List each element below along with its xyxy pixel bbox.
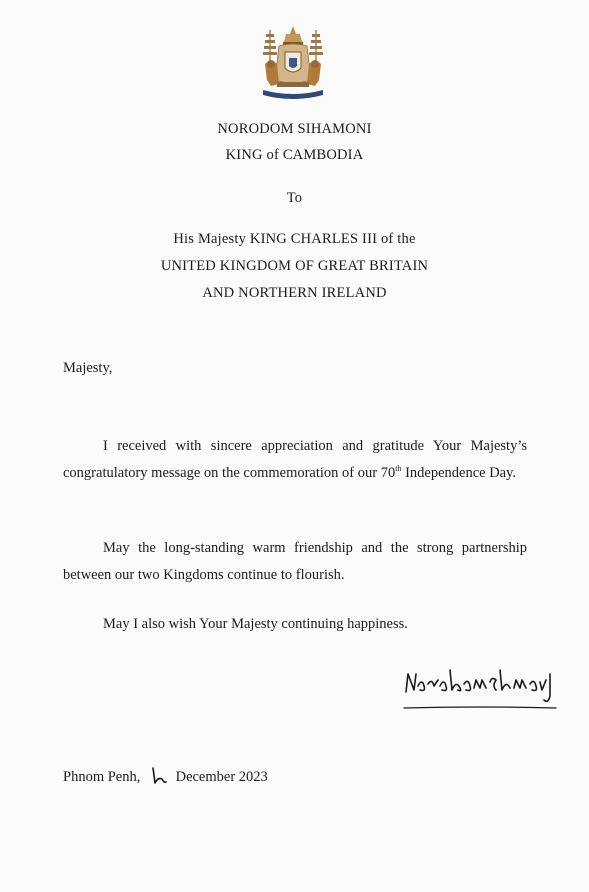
paragraph-1-end: Independence Day. <box>405 465 517 481</box>
paragraph-2: May the long-standing warm friendship and the strong partnership between our two Kingdoms continue to flourish. <box>63 540 527 583</box>
ordinal-suffix: th <box>395 464 402 473</box>
recipient-line-3: AND NORTHERN IRELAND <box>202 285 387 301</box>
salutation: Majesty, <box>63 360 113 376</box>
sender-title-country: CAMBODIA <box>282 147 364 163</box>
paragraph-1-text: I received with sincere appreciation and gratitude Your Majesty’s congratulatory message on the commemoration of our 70 <box>63 438 527 481</box>
royal-coat-of-arms-icon <box>257 24 329 102</box>
sender-name: NORODOM SIHAMONI <box>217 121 372 137</box>
date-line <box>63 765 268 787</box>
handwritten-signature <box>400 660 560 716</box>
recipient-line-1: His Majesty KING CHARLES III of the <box>173 231 416 247</box>
handwritten-day-mark <box>146 765 168 787</box>
recipient-line-2: UNITED KINGDOM OF GREAT BRITAIN <box>160 258 429 274</box>
paragraph-3: May I also wish Your Majesty continuing happiness. <box>103 616 408 632</box>
place-name: Phnom Penh, <box>63 769 141 785</box>
to-label: To <box>286 190 303 206</box>
paragraph-1 <box>63 433 527 487</box>
sender-title-of: of <box>266 147 279 163</box>
sender-title <box>0 147 589 164</box>
month-year: December 2023 <box>175 769 268 785</box>
sender-title-prefix: KING <box>225 147 263 163</box>
